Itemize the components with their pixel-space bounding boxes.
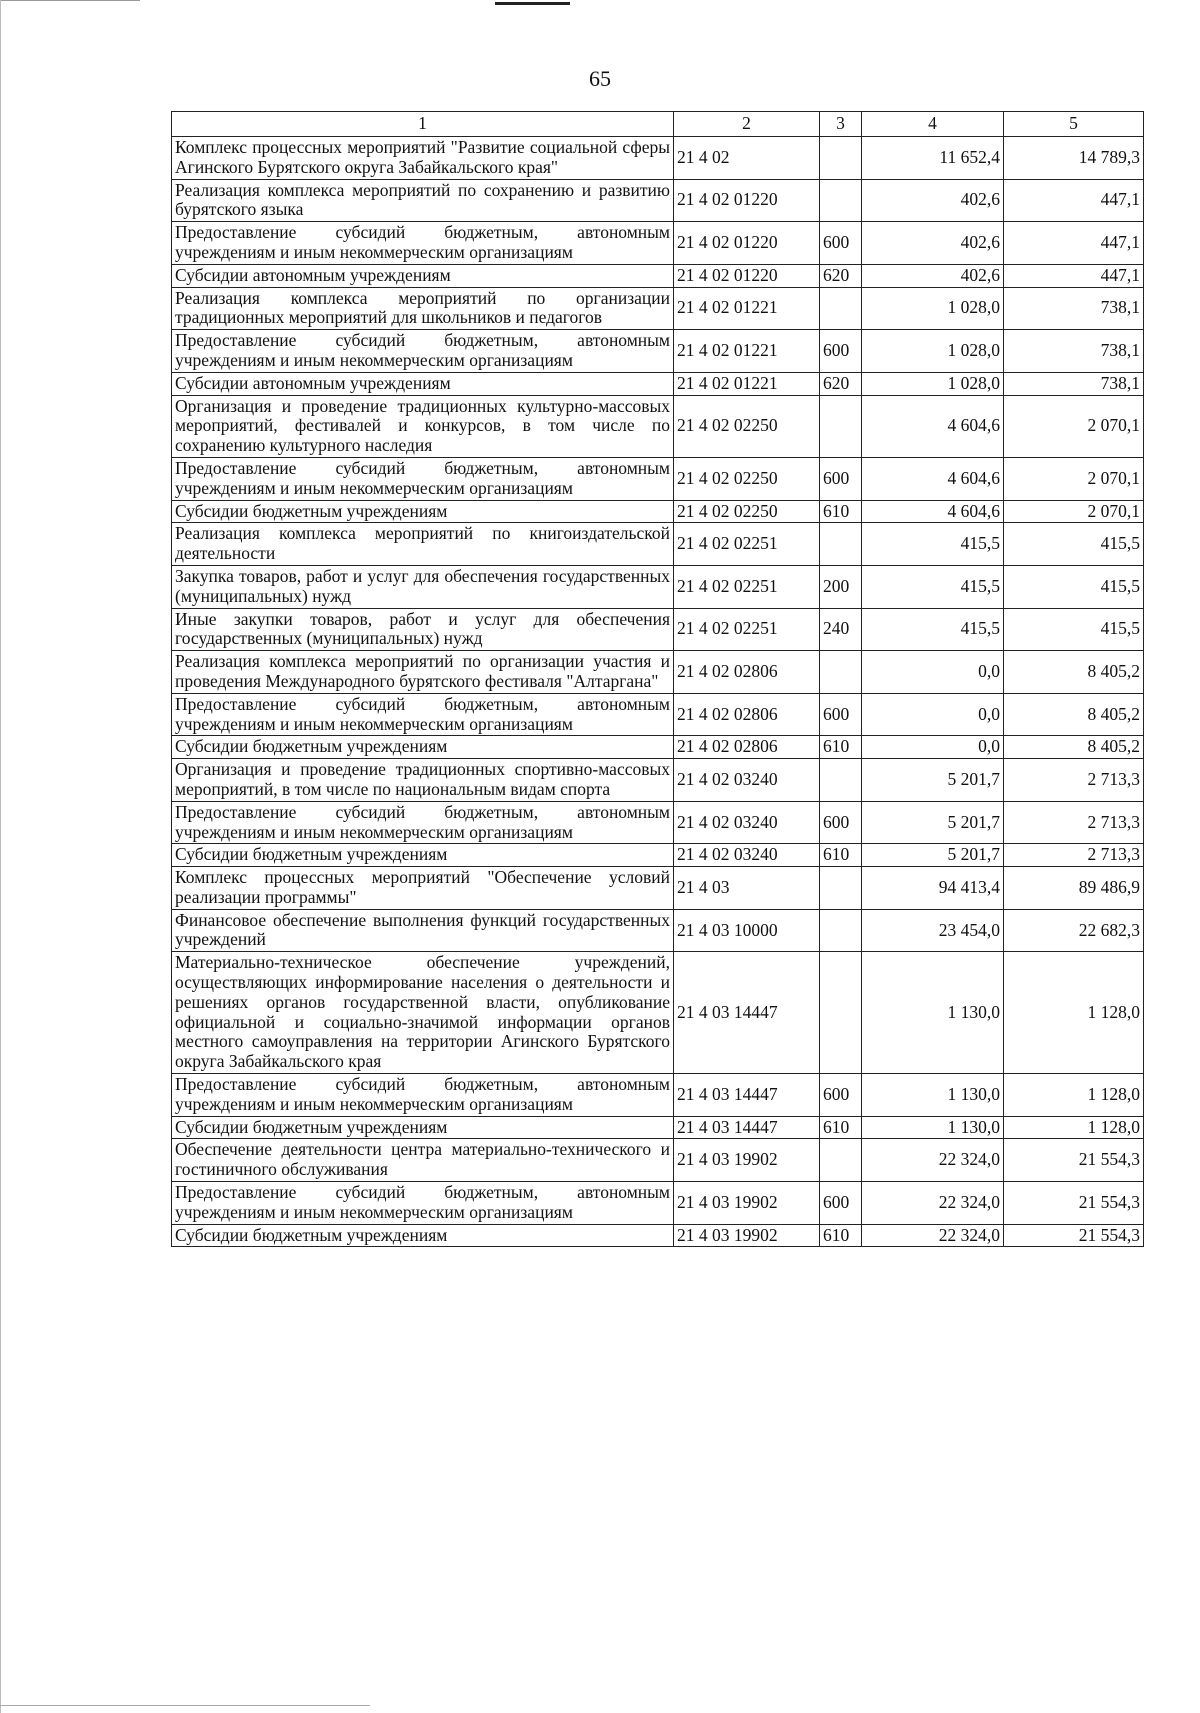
item-name: Предоставление субсидий бюджетным, автономным учреждениям и иным некоммерческим организациям [172, 693, 674, 736]
table-row [172, 287, 1144, 330]
amount-col-5: 22 682,3 [1004, 909, 1144, 952]
amount-col-4: 1 130,0 [862, 1116, 1004, 1139]
amount-col-4: 94 413,4 [862, 867, 1004, 910]
item-code: 21 4 02 02806 [674, 736, 820, 759]
item-name: Обеспечение деятельности центра материально-технического и гостиничного обслуживания [172, 1139, 674, 1182]
table-row [172, 1224, 1144, 1247]
amount-col-5: 738,1 [1004, 287, 1144, 330]
table-row [172, 909, 1144, 952]
item-name: Комплекс процессных мероприятий "Развитие социальной сферы Агинского Бурятского округа Забайкальского края" [172, 137, 674, 180]
amount-col-5: 415,5 [1004, 608, 1144, 651]
table-row [172, 372, 1144, 395]
scan-edge-bottom [0, 1705, 370, 1706]
expense-type: 610 [820, 1116, 862, 1139]
item-code: 21 4 02 02251 [674, 523, 820, 566]
header-col-2: 2 [674, 112, 820, 137]
item-code: 21 4 02 [674, 137, 820, 180]
item-name: Реализация комплекса мероприятий по организации традиционных мероприятий для школьников и педагогов [172, 287, 674, 330]
expense-type [820, 523, 862, 566]
expense-type [820, 867, 862, 910]
item-code: 21 4 02 03240 [674, 844, 820, 867]
expense-type [820, 179, 862, 222]
expense-type [820, 952, 862, 1074]
amount-col-4: 0,0 [862, 736, 1004, 759]
amount-col-4: 1 028,0 [862, 287, 1004, 330]
table-row [172, 330, 1144, 373]
item-name: Субсидии бюджетным учреждениям [172, 1116, 674, 1139]
item-code: 21 4 02 02250 [674, 457, 820, 500]
amount-col-4: 11 652,4 [862, 137, 1004, 180]
expense-type: 240 [820, 608, 862, 651]
amount-col-5: 89 486,9 [1004, 867, 1144, 910]
table-row [172, 1116, 1144, 1139]
amount-col-5: 21 554,3 [1004, 1182, 1144, 1225]
item-code: 21 4 03 14447 [674, 1074, 820, 1117]
item-name: Реализация комплекса мероприятий по организации участия и проведения Международного бурятского фестиваля "Алтаргана" [172, 651, 674, 694]
amount-col-5: 1 128,0 [1004, 1116, 1144, 1139]
amount-col-4: 1 130,0 [862, 1074, 1004, 1117]
table-row [172, 693, 1144, 736]
header-col-1: 1 [172, 112, 674, 137]
budget-table [171, 111, 1144, 1247]
table-row [172, 759, 1144, 802]
table-row [172, 565, 1144, 608]
expense-type: 610 [820, 1224, 862, 1247]
item-name: Субсидии бюджетным учреждениям [172, 844, 674, 867]
item-name: Материально-техническое обеспечение учреждений, осуществляющих информирование населения о деятельности и решениях органов государственной власти, опубликование официальной и социально-значимой информации органов местного самоуправления на территории Агинского Бурятского округа Забайкальского края [172, 952, 674, 1074]
amount-col-5: 1 128,0 [1004, 1074, 1144, 1117]
scan-mark [495, 2, 570, 5]
amount-col-4: 22 324,0 [862, 1224, 1004, 1247]
item-code: 21 4 03 19902 [674, 1182, 820, 1225]
item-code: 21 4 02 02250 [674, 500, 820, 523]
table-row [172, 500, 1144, 523]
amount-col-5: 415,5 [1004, 565, 1144, 608]
item-code: 21 4 03 14447 [674, 1116, 820, 1139]
item-code: 21 4 02 02251 [674, 608, 820, 651]
item-code: 21 4 02 02251 [674, 565, 820, 608]
expense-type: 200 [820, 565, 862, 608]
table-row [172, 457, 1144, 500]
item-code: 21 4 02 02250 [674, 395, 820, 457]
amount-col-4: 5 201,7 [862, 759, 1004, 802]
item-name: Предоставление субсидий бюджетным, автономным учреждениям и иным некоммерческим организациям [172, 1074, 674, 1117]
item-name: Реализация комплекса мероприятий по книгоиздательской деятельности [172, 523, 674, 566]
expense-type [820, 395, 862, 457]
item-name: Финансовое обеспечение выполнения функций государственных учреждений [172, 909, 674, 952]
item-code: 21 4 02 01220 [674, 179, 820, 222]
expense-type [820, 287, 862, 330]
amount-col-4: 5 201,7 [862, 801, 1004, 844]
amount-col-4: 402,6 [862, 179, 1004, 222]
table-row [172, 1139, 1144, 1182]
table-row [172, 844, 1144, 867]
expense-type [820, 651, 862, 694]
amount-col-4: 4 604,6 [862, 457, 1004, 500]
amount-col-4: 415,5 [862, 608, 1004, 651]
amount-col-5: 2 713,3 [1004, 759, 1144, 802]
item-name: Предоставление субсидий бюджетным, автономным учреждениям и иным некоммерческим организациям [172, 330, 674, 373]
amount-col-4: 22 324,0 [862, 1182, 1004, 1225]
amount-col-4: 5 201,7 [862, 844, 1004, 867]
item-code: 21 4 02 02806 [674, 693, 820, 736]
item-name: Организация и проведение традиционных культурно-массовых мероприятий, фестивалей и конкурсов, в том числе по сохранению культурного наследия [172, 395, 674, 457]
amount-col-4: 415,5 [862, 565, 1004, 608]
amount-col-4: 415,5 [862, 523, 1004, 566]
table-row [172, 222, 1144, 265]
amount-col-4: 402,6 [862, 222, 1004, 265]
amount-col-4: 0,0 [862, 693, 1004, 736]
amount-col-4: 22 324,0 [862, 1139, 1004, 1182]
amount-col-5: 738,1 [1004, 372, 1144, 395]
expense-type: 600 [820, 222, 862, 265]
expense-type: 620 [820, 264, 862, 287]
expense-type [820, 137, 862, 180]
item-code: 21 4 02 01220 [674, 264, 820, 287]
expense-type: 610 [820, 736, 862, 759]
item-code: 21 4 03 [674, 867, 820, 910]
expense-type: 600 [820, 693, 862, 736]
expense-type [820, 909, 862, 952]
amount-col-4: 0,0 [862, 651, 1004, 694]
item-name: Предоставление субсидий бюджетным, автономным учреждениям и иным некоммерческим организациям [172, 222, 674, 265]
header-col-3: 3 [820, 112, 862, 137]
page-number: 65 [589, 66, 611, 91]
amount-col-5: 2 070,1 [1004, 500, 1144, 523]
amount-col-5: 8 405,2 [1004, 736, 1144, 759]
item-name: Реализация комплекса мероприятий по сохранению и развитию бурятского языка [172, 179, 674, 222]
table-row [172, 395, 1144, 457]
amount-col-4: 1 028,0 [862, 372, 1004, 395]
amount-col-5: 14 789,3 [1004, 137, 1144, 180]
item-name: Субсидии автономным учреждениям [172, 372, 674, 395]
expense-type [820, 1139, 862, 1182]
scan-edge-left [0, 0, 1, 1713]
amount-col-5: 2 070,1 [1004, 457, 1144, 500]
amount-col-5: 447,1 [1004, 264, 1144, 287]
item-name: Субсидии бюджетным учреждениям [172, 1224, 674, 1247]
table-row [172, 523, 1144, 566]
item-name: Субсидии бюджетным учреждениям [172, 500, 674, 523]
header-col-4: 4 [862, 112, 1004, 137]
amount-col-4: 4 604,6 [862, 395, 1004, 457]
table-row [172, 801, 1144, 844]
item-code: 21 4 03 10000 [674, 909, 820, 952]
table-row [172, 736, 1144, 759]
item-name: Комплекс процессных мероприятий "Обеспечение условий реализации программы" [172, 867, 674, 910]
amount-col-5: 2 713,3 [1004, 844, 1144, 867]
expense-type: 600 [820, 1182, 862, 1225]
item-code: 21 4 02 03240 [674, 801, 820, 844]
table-row [172, 264, 1144, 287]
table-row [172, 867, 1144, 910]
table-row [172, 179, 1144, 222]
amount-col-5: 2 713,3 [1004, 801, 1144, 844]
item-name: Предоставление субсидий бюджетным, автономным учреждениям и иным некоммерческим организациям [172, 457, 674, 500]
item-name: Субсидии бюджетным учреждениям [172, 736, 674, 759]
item-name: Иные закупки товаров, работ и услуг для обеспечения государственных (муниципальных) нужд [172, 608, 674, 651]
item-name: Предоставление субсидий бюджетным, автономным учреждениям и иным некоммерческим организациям [172, 801, 674, 844]
amount-col-5: 21 554,3 [1004, 1224, 1144, 1247]
item-code: 21 4 02 02806 [674, 651, 820, 694]
item-name: Субсидии автономным учреждениям [172, 264, 674, 287]
amount-col-5: 21 554,3 [1004, 1139, 1144, 1182]
amount-col-4: 23 454,0 [862, 909, 1004, 952]
item-code: 21 4 02 01221 [674, 287, 820, 330]
amount-col-5: 1 128,0 [1004, 952, 1144, 1074]
expense-type: 600 [820, 801, 862, 844]
item-code: 21 4 02 03240 [674, 759, 820, 802]
expense-type: 600 [820, 330, 862, 373]
amount-col-5: 8 405,2 [1004, 651, 1144, 694]
amount-col-5: 447,1 [1004, 222, 1144, 265]
header-row [172, 112, 1144, 137]
table-body [172, 137, 1144, 1247]
item-name: Закупка товаров, работ и услуг для обеспечения государственных (муниципальных) нужд [172, 565, 674, 608]
amount-col-5: 8 405,2 [1004, 693, 1144, 736]
amount-col-5: 738,1 [1004, 330, 1144, 373]
item-code: 21 4 03 14447 [674, 952, 820, 1074]
amount-col-5: 447,1 [1004, 179, 1144, 222]
table-row [172, 608, 1144, 651]
header-col-5: 5 [1004, 112, 1144, 137]
item-name: Организация и проведение традиционных спортивно-массовых мероприятий, в том числе по национальным видам спорта [172, 759, 674, 802]
amount-col-4: 402,6 [862, 264, 1004, 287]
expense-type: 610 [820, 500, 862, 523]
table-row [172, 651, 1144, 694]
amount-col-4: 1 028,0 [862, 330, 1004, 373]
scan-edge-top [0, 0, 140, 1]
expense-type: 600 [820, 1074, 862, 1117]
table-row [172, 137, 1144, 180]
amount-col-4: 1 130,0 [862, 952, 1004, 1074]
table-row [172, 1182, 1144, 1225]
item-name: Предоставление субсидий бюджетным, автономным учреждениям и иным некоммерческим организациям [172, 1182, 674, 1225]
item-code: 21 4 03 19902 [674, 1224, 820, 1247]
item-code: 21 4 02 01220 [674, 222, 820, 265]
expense-type [820, 759, 862, 802]
item-code: 21 4 02 01221 [674, 330, 820, 373]
table-row [172, 1074, 1144, 1117]
table-row [172, 952, 1144, 1074]
item-code: 21 4 02 01221 [674, 372, 820, 395]
item-code: 21 4 03 19902 [674, 1139, 820, 1182]
expense-type: 620 [820, 372, 862, 395]
amount-col-5: 2 070,1 [1004, 395, 1144, 457]
amount-col-4: 4 604,6 [862, 500, 1004, 523]
expense-type: 610 [820, 844, 862, 867]
amount-col-5: 415,5 [1004, 523, 1144, 566]
expense-type: 600 [820, 457, 862, 500]
